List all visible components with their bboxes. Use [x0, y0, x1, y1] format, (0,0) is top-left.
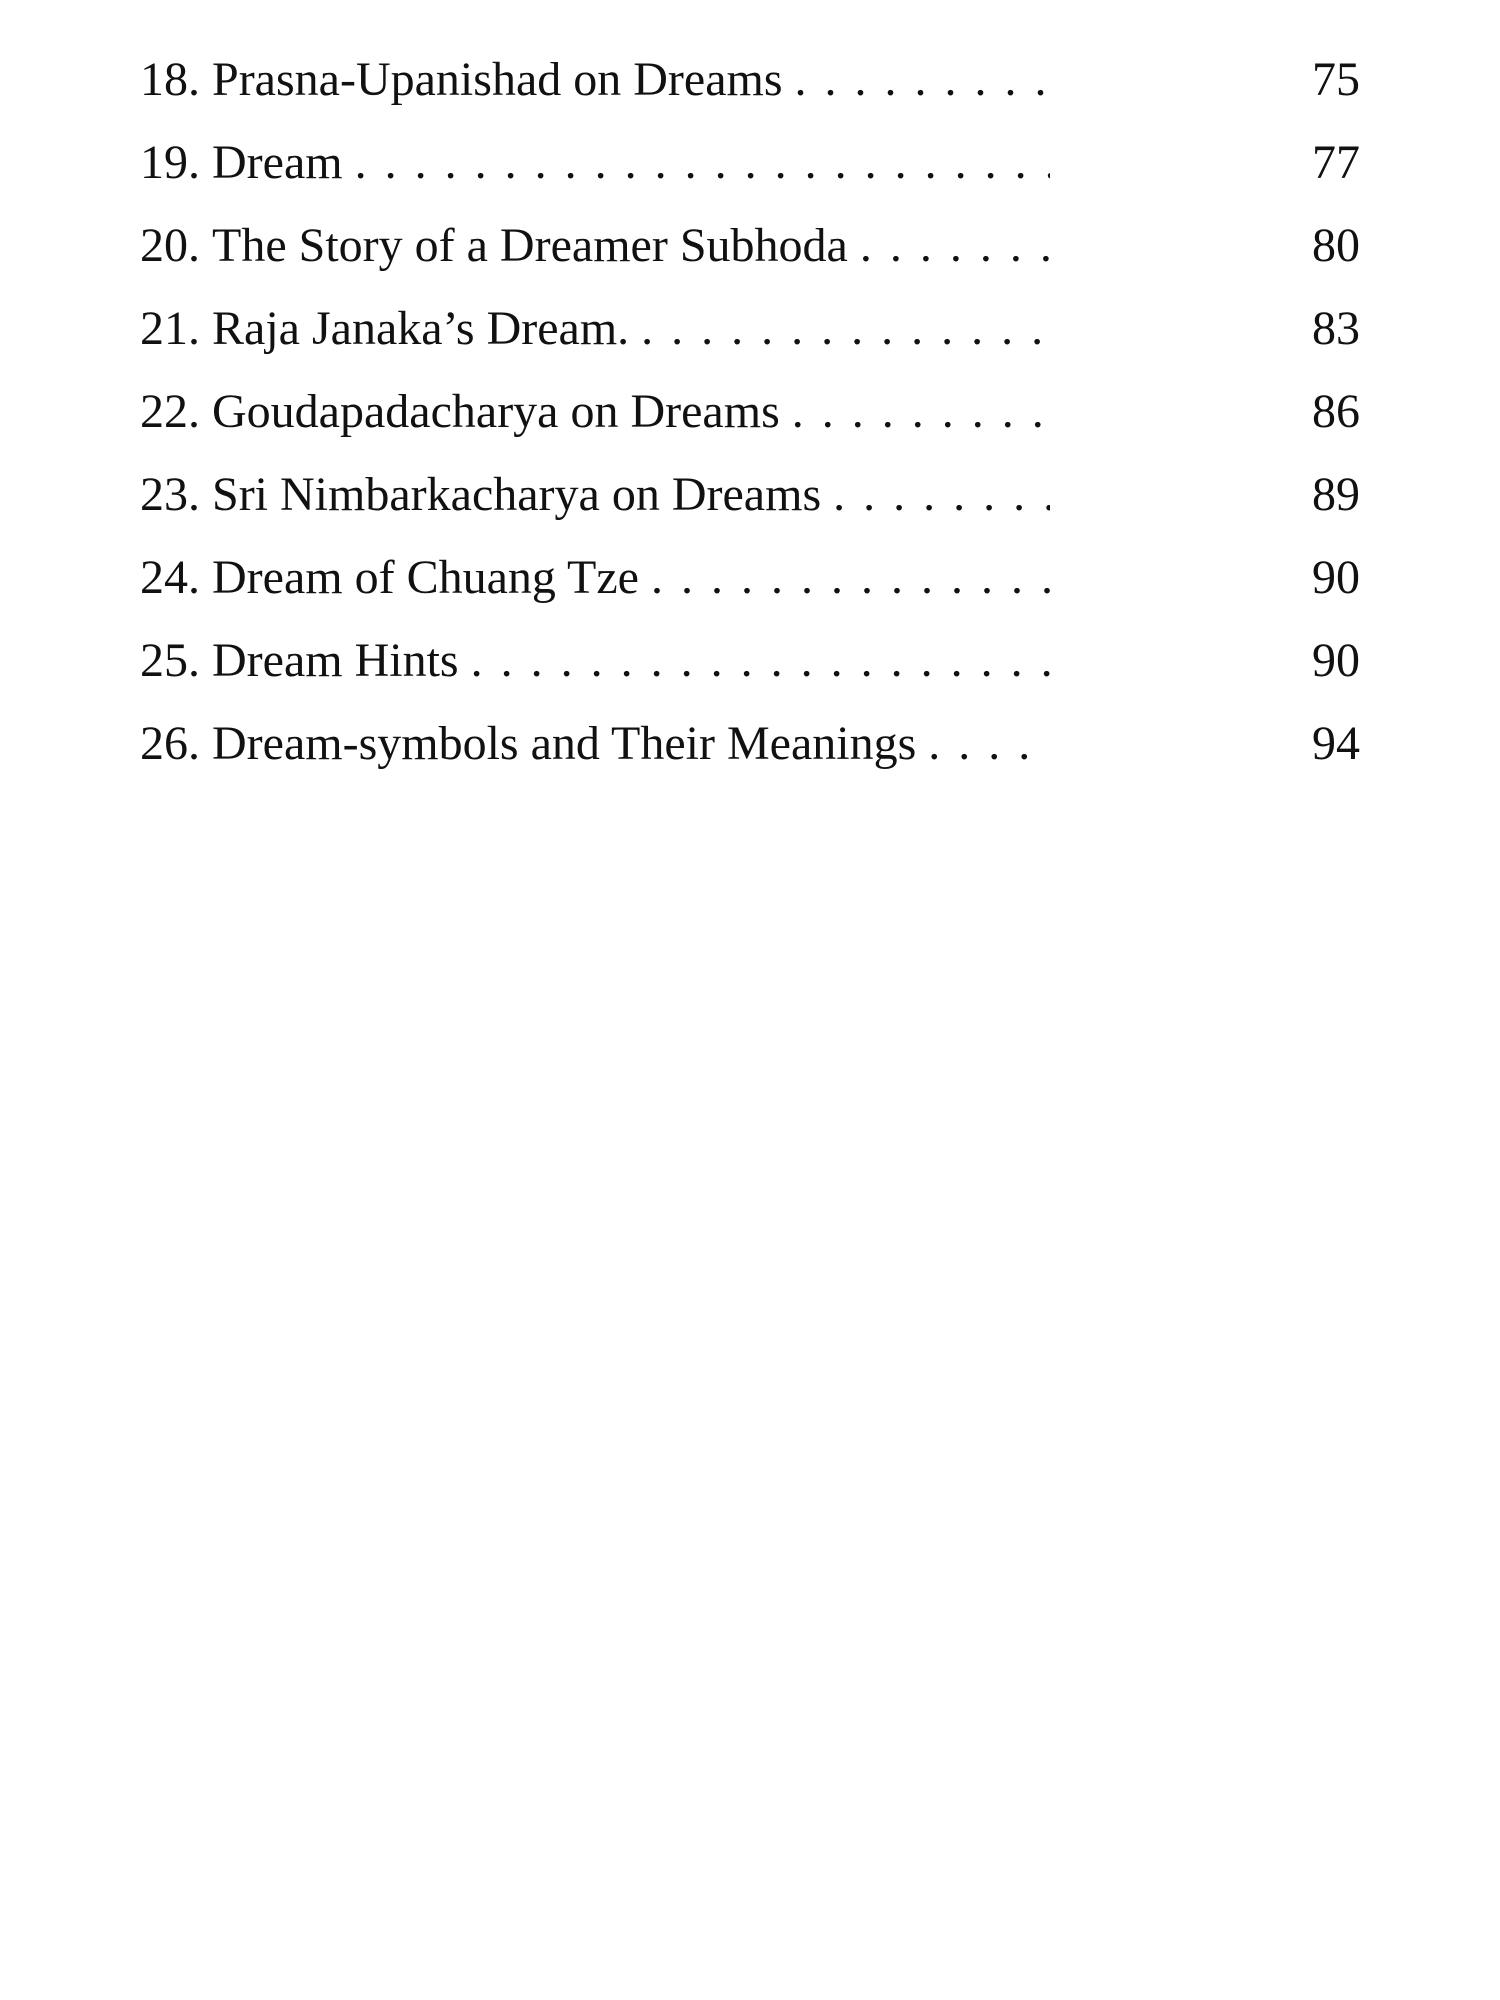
dot-leader: [848, 204, 1240, 287]
dot-leader: [780, 370, 1240, 453]
dot-leader: [821, 453, 1240, 536]
entry-title: Raja Janaka’s Dream.: [212, 302, 630, 355]
entry-page-number: 75: [1312, 53, 1360, 106]
table-of-contents: [140, 38, 1360, 785]
entry-page-number: 94: [1312, 717, 1360, 770]
toc-entry: [140, 38, 1360, 121]
toc-entry: [140, 453, 1360, 536]
entry-number: 18.: [140, 53, 200, 106]
entry-page-number: 90: [1312, 551, 1360, 604]
entry-page-number: 89: [1312, 468, 1360, 521]
toc-entry: [140, 287, 1360, 370]
entry-number: 22.: [140, 385, 200, 438]
toc-entry: [140, 204, 1360, 287]
entry-page-number: 77: [1312, 136, 1360, 189]
entry-page-number: 90: [1312, 634, 1360, 687]
entry-number: 19.: [140, 136, 200, 189]
toc-entry: [140, 370, 1360, 453]
entry-title: Prasna-Upanishad on Dreams: [212, 53, 783, 106]
dot-leader: [343, 121, 1240, 204]
entry-title: Sri Nimbarkacharya on Dreams: [212, 468, 822, 521]
entry-title: Dream-symbols and Their Meanings: [212, 717, 917, 770]
entry-number: 21.: [140, 302, 200, 355]
entry-title: Dream: [212, 136, 343, 189]
dot-leader: [639, 536, 1240, 619]
entry-page-number: 83: [1312, 302, 1360, 355]
entry-page-number: 86: [1312, 385, 1360, 438]
entry-page-number: 80: [1312, 219, 1360, 272]
dot-leader: [459, 619, 1240, 702]
toc-entry: [140, 536, 1360, 619]
toc-entry: [140, 121, 1360, 204]
entry-title: Dream Hints: [212, 634, 459, 687]
dot-leader: [783, 38, 1240, 121]
toc-entry: [140, 619, 1360, 702]
entry-number: 23.: [140, 468, 200, 521]
dot-leader: [916, 702, 1240, 785]
entry-number: 26.: [140, 717, 200, 770]
entry-number: 25.: [140, 634, 200, 687]
entry-number: 20.: [140, 219, 200, 272]
toc-entry: [140, 702, 1360, 785]
dot-leader: [629, 287, 1240, 370]
entry-number: 24.: [140, 551, 200, 604]
entry-title: Goudapadacharya on Dreams: [212, 385, 780, 438]
entry-title: The Story of a Dreamer Subhoda: [212, 219, 848, 272]
entry-title: Dream of Chuang Tze: [212, 551, 639, 604]
